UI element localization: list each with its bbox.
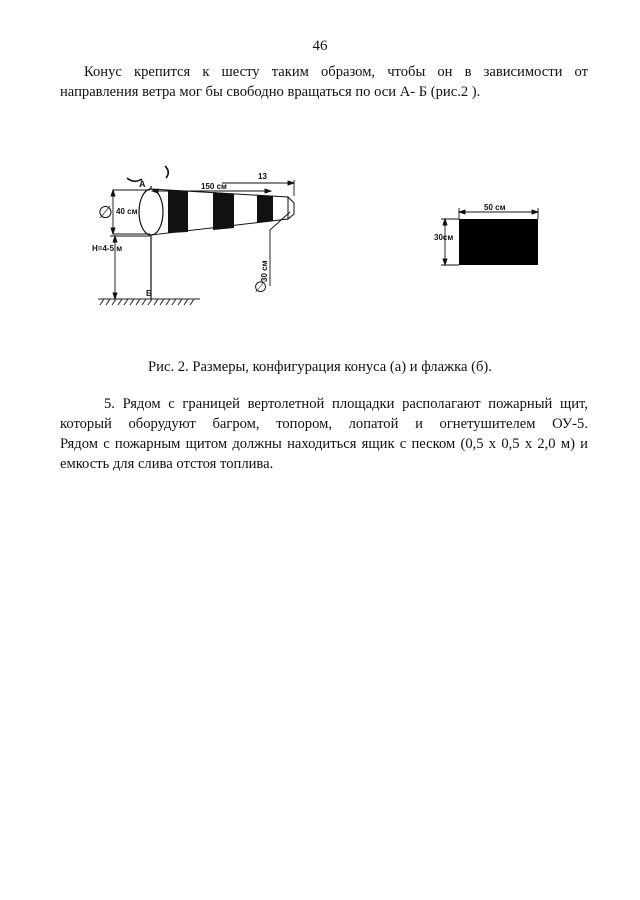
item-5-line-4: емкость для слива отстоя топлива.: [60, 456, 274, 472]
flag-height-dimension: [441, 219, 459, 265]
windsock-cone: [139, 189, 294, 235]
item-5-line-2: который оборудуют багром, топором, лопатой и огнетушителем ОУ-5.: [60, 416, 588, 432]
length-label: 150 см: [201, 182, 227, 191]
intro-line-2: направления ветра мог бы свободно вращаться по оси А- Б (рис.2 ).: [60, 84, 481, 100]
big-diameter-label: 40 см: [116, 207, 138, 216]
item-5-paragraph: [60, 394, 588, 474]
intro-line-1: Конус крепится к шесту таким образом, чтобы он в зависимости от: [84, 64, 588, 80]
flag-rectangle: [459, 219, 538, 265]
figure-caption: Рис. 2. Размеры, конфигурация конуса (а) и флажка (б).: [148, 359, 492, 375]
tail-label: 13: [258, 172, 267, 181]
small-diameter-leader: [270, 212, 290, 286]
label-b: Б: [146, 289, 152, 298]
page-number: 46: [312, 38, 328, 54]
rotation-arc-right: [165, 166, 168, 178]
flag-width-label: 50 см: [484, 203, 506, 212]
item-5-line-3: Рядом с пожарным щитом должны находиться ящик с песком (0,5 х 0,5 х 2,0 м) и: [60, 436, 588, 452]
small-diameter-label: 30 см: [260, 260, 269, 282]
label-a: А: [139, 179, 146, 189]
diameter-symbol-big: ∅: [98, 203, 113, 223]
height-label: Н=4-5 м: [92, 244, 123, 253]
item-5-line-1: 5. Рядом с границей вертолетной площадки располагают пожарный щит,: [104, 396, 588, 412]
ground-hatching: [98, 299, 200, 305]
flag-height-label: 30см: [434, 233, 454, 242]
diameter-symbol-small: ∅: [254, 278, 268, 296]
